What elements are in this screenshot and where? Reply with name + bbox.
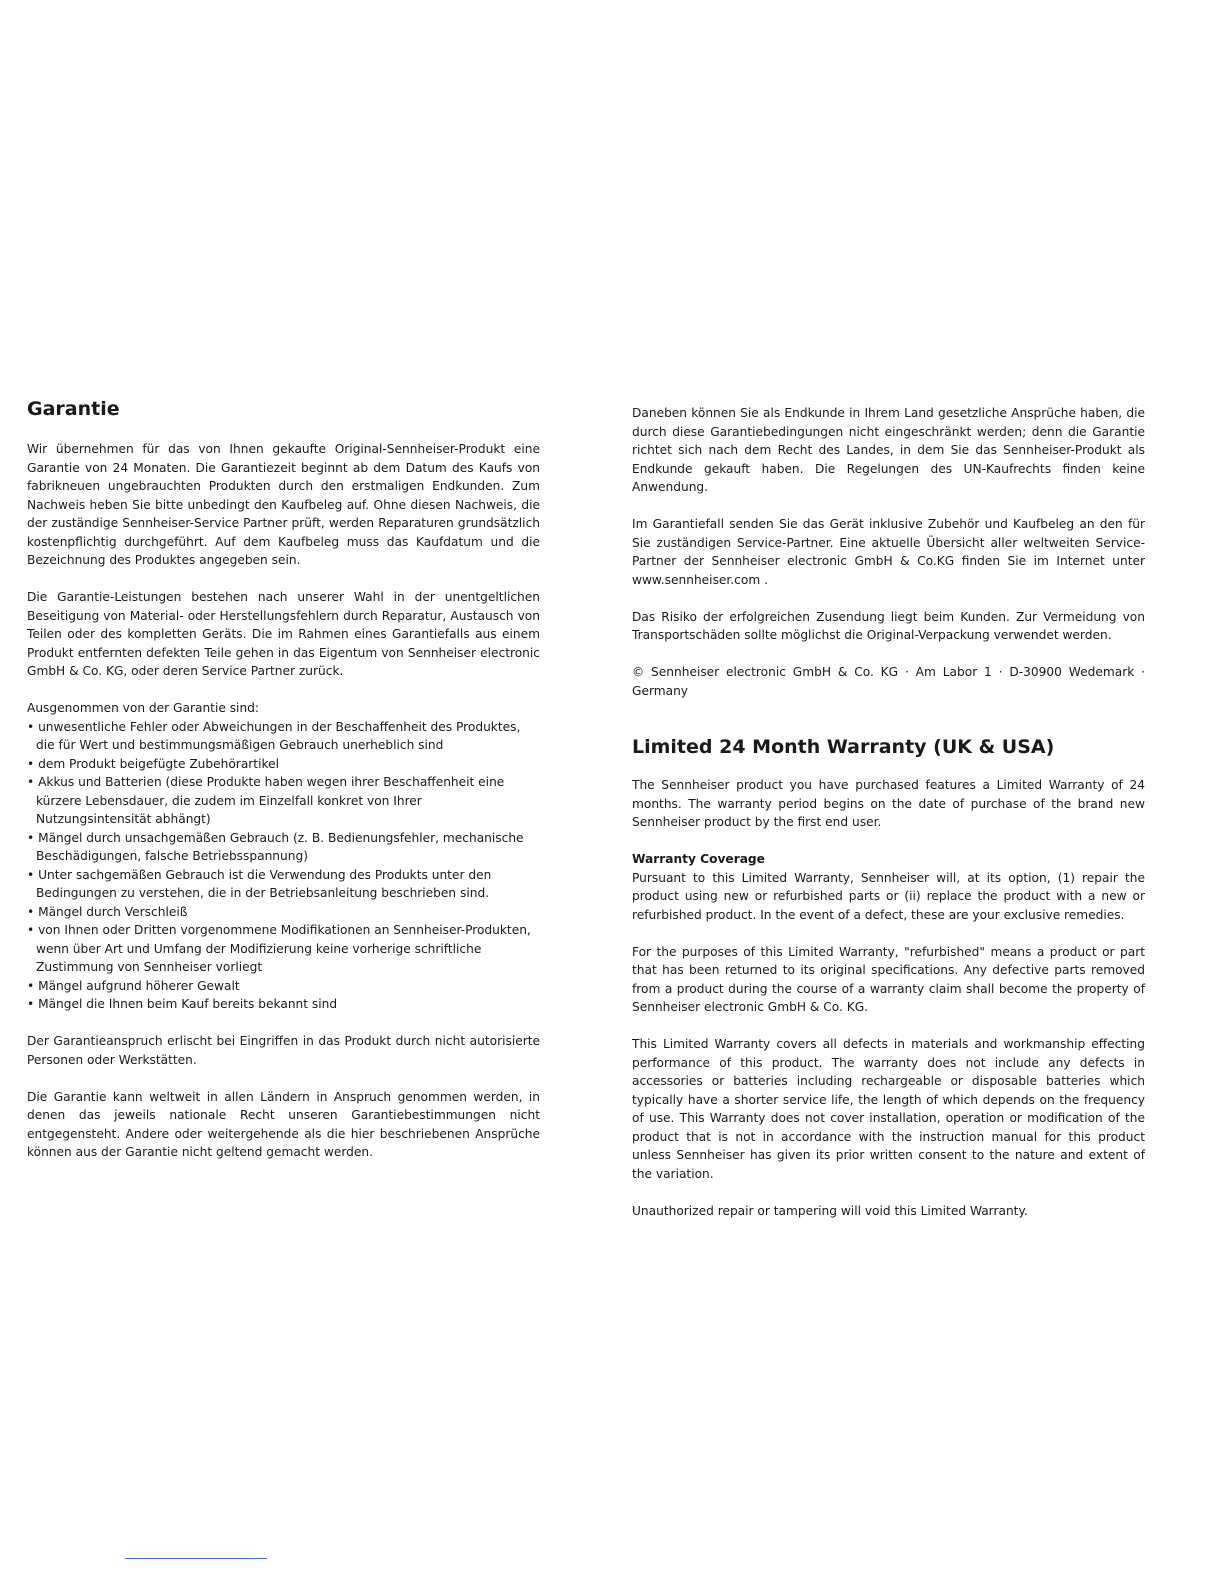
exclusion-item: • von Ihnen oder Dritten vorgenommene Modifikationen an Sennheiser-Produkten, wenn über Art und Umfang der Modifizierung keine vorherige schriftliche Zustimmung von Sennheiser vorliegt [27,921,540,977]
warranty-paragraph-1: The Sennheiser product you have purchased features a Limited Warranty of 24 months. The warranty period begins on the date of purchase of the brand new Sennheiser product by the first end user. [632,778,1145,829]
garantie-paragraph-3: Der Garantieanspruch erlischt bei Eingriffen in das Produkt durch nicht autorisierte Personen oder Werkstätten. [27,1034,540,1067]
garantie-title: Garantie [27,398,120,420]
exclusion-item: • Unter sachgemäßen Gebrauch ist die Verwendung des Produkts unter den Bedingungen zu verstehen, die in der Betriebsanleitung beschrieben sind. [27,866,540,903]
warranty-paragraph-2: Pursuant to this Limited Warranty, Sennheiser will, at its option, (1) repair the product using new or refurbished parts or (ii) replace the product with a new or refurbished product. In the event of a defect, these are your exclusive remedies. [632,870,1145,922]
garantie-paragraph-5: Daneben können Sie als Endkunde in Ihrem Land gesetzliche Ansprüche haben, die durch diese Garantiebedingungen nicht eingeschränkt werden; denn die Garantie richtet sich nach dem Recht des Landes, in dem Sie das Sennheiser-Produkt als Endkunde gekauft haben. Die Regelungen des UN-Kaufrechts finden keine Anwendung. [632,406,1145,494]
garantie-paragraph-6: Im Garantiefall senden Sie das Gerät inklusive Zubehör und Kaufbeleg an den für Sie zuständigen Service-Partner. Eine aktuelle Übersicht aller weltweiten Service-Partner der Sennheiser electronic GmbH & Co.KG finden Sie im Internet unter www.sennheiser.com . [632,517,1145,587]
garantie-paragraph-7: Das Risiko der erfolgreichen Zusendung liegt beim Kunden. Zur Vermeidung von Transportschäden sollte möglichst die Original-Verpackung verwendet werden. [632,609,1145,642]
english-warranty-column [632,404,1145,1220]
exclusion-item: • Mängel die Ihnen beim Kauf bereits bekannt sind [27,995,540,1014]
warranty-paragraph-4: This Limited Warranty covers all defects in materials and workmanship effecting performance of this product. The warranty does not include any defects in accessories or batteries including rechargeable or disposable batteries which typically have a shorter service life, the length of which depends on the frequency of use. This Warranty does not cover installation, operation or modification of the product that is not in accordance with the instruction manual for this product unless Sennheiser has given its prior written consent to the nature and extent of the variation. [632,1037,1145,1181]
exclusion-item: • Mängel durch Verschleiß [27,903,540,922]
warranty-paragraph-3: For the purposes of this Limited Warranty, "refurbished" means a product or part that has been returned to its original specifications. Any defective parts removed from a product during the course of a warranty claim shall become the property of Sennheiser electronic GmbH & Co. KG. [632,944,1145,1014]
exclusions-intro: Ausgenommen von der Garantie sind: [27,701,260,715]
copyright-line: © Sennheiser electronic GmbH & Co. KG · Am Labor 1 · D-30900 Wedemark · Germany [632,665,1145,698]
exclusion-item: • Mängel aufgrund höherer Gewalt [27,977,540,996]
exclusion-item: • dem Produkt beigefügte Zubehörartikel [27,755,540,774]
exclusion-item: • Mängel durch unsachgemäßen Gebrauch (z. B. Bedienungsfehler, mechanische Beschädigungen, falsche Betriebsspannung) [27,829,540,866]
exclusion-item: • Akkus und Batterien (diese Produkte haben wegen ihrer Beschaffenheit eine kürzere Lebensdauer, die zudem im Einzelfall konkret von Ihrer Nutzungsintensität abhängt) [27,773,540,829]
warranty-paragraph-5: Unauthorized repair or tampering will void this Limited Warranty. [632,1203,1028,1218]
garantie-paragraph-4: Die Garantie kann weltweit in allen Ländern in Anspruch genommen werden, in denen das jeweils nationale Recht unseren Garantiebestimmungen nicht entgegensteht. Andere oder weitergehende als die hier beschriebenen Ansprüche können aus der Garantie nicht geltend gemacht werden. [27,1089,540,1159]
exclusions-list [27,718,540,1014]
exclusion-item: • unwesentliche Fehler oder Abweichungen in der Beschaffenheit des Produktes, die für Wert und bestimmungsmäßigen Gebrauch unerheblich sind [27,718,540,755]
garantie-paragraph-2: Die Garantie-Leistungen bestehen nach unserer Wahl in der unentgeltlichen Beseitigung von Material- oder Herstellungsfehlern durch Reparatur, Austausch von Teilen oder des kompletten Geräts. Die im Rahmen eines Garantiefalls aus einem Produkt entfernten defekten Teile gehen in das Eigentum von Sennheiser electronic GmbH & Co. KG, oder deren Service Partner zurück. [27,590,540,678]
warranty-coverage-heading: Warranty Coverage [632,852,765,866]
footer-divider [125,1558,267,1559]
german-warranty-column [27,398,540,1162]
garantie-paragraph-1: Wir übernehmen für das von Ihnen gekaufte Original-Sennheiser-Produkt eine Garantie von 24 Monaten. Die Garantiezeit beginnt ab dem Datum des Kaufs von fabrikneuen ungebrauchten Produkten durch den erstmaligen Endkunden. Zum Nachweis heben Sie bitte unbedingt den Kaufbeleg auf. Ohne diesen Nachweis, die der zuständige Sennheiser-Service Partner prüft, werden Reparaturen grundsätzlich kostenpflichtig durchgeführt. Auf dem Kaufbeleg muss das Kaufdatum und die Bezeichnung des Produktes angegeben sein. [27,442,540,567]
warranty-title: Limited 24 Month Warranty (UK & USA) [632,736,1055,758]
